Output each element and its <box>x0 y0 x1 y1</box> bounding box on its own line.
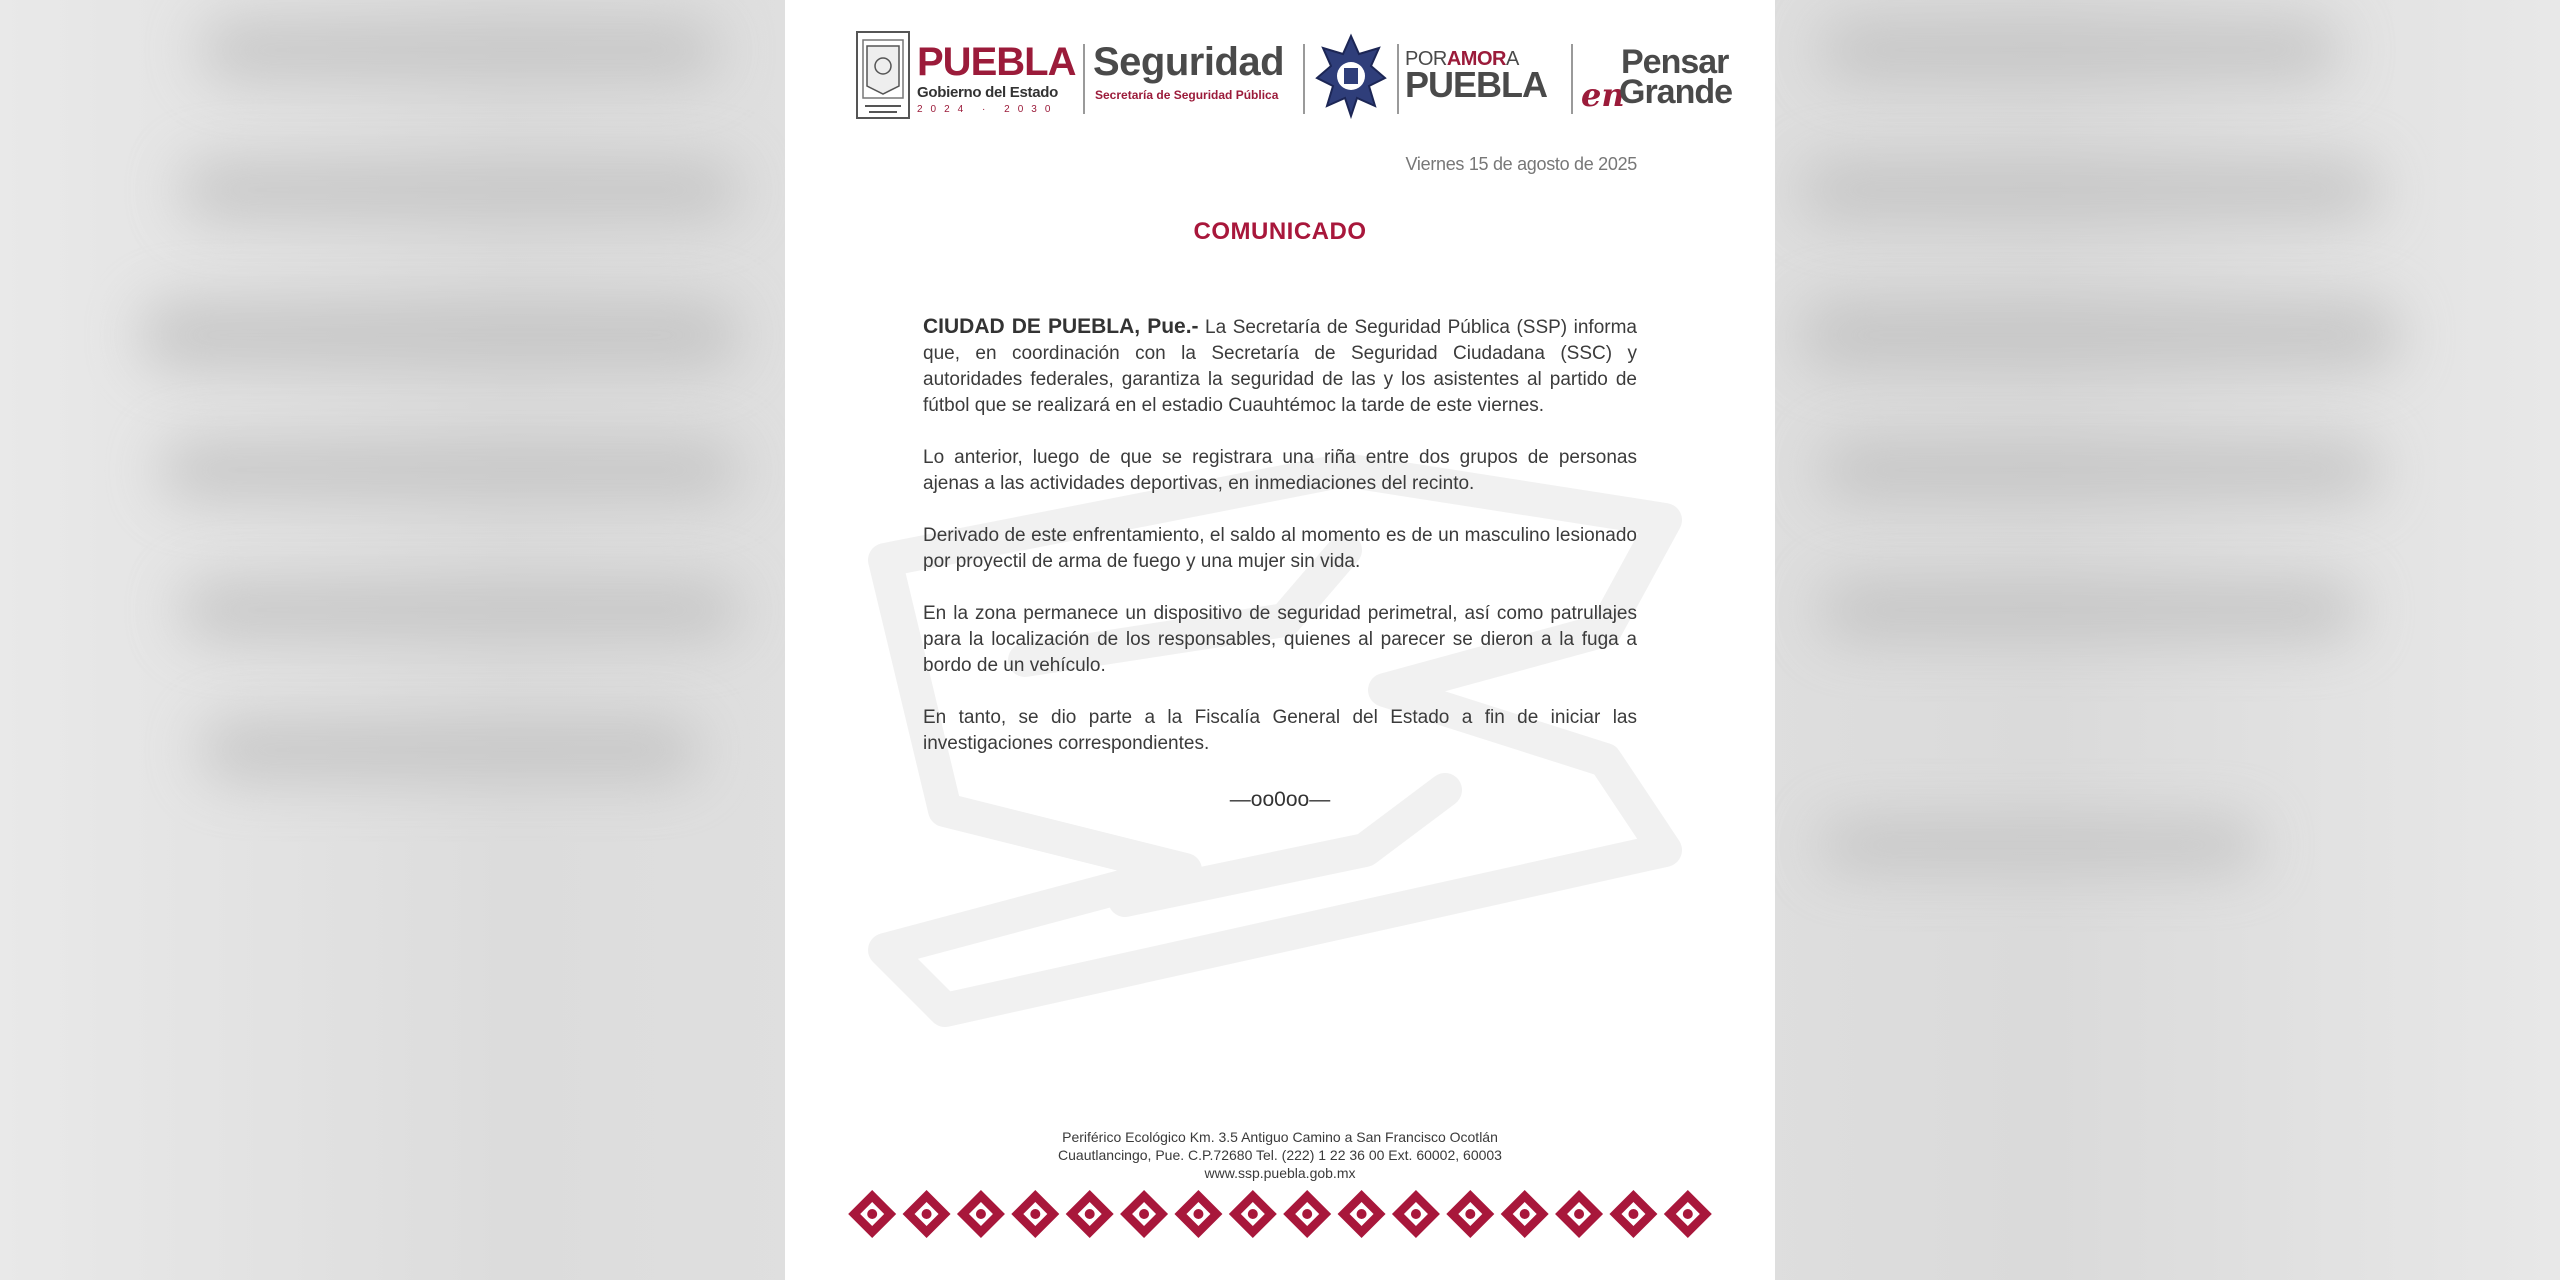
seguridad-logo <box>1093 26 1293 126</box>
paragraph-4: En la zona permanece un dispositivo de seguridad perimetral, así como patrullajes para la localización de los responsables, quienes al parecer se dieron a la fuga a bordo de un vehículo. <box>923 603 1637 676</box>
divider <box>1083 44 1085 114</box>
document-title: COMUNICADO <box>1193 218 1367 245</box>
document-body <box>923 314 1637 783</box>
divider <box>1397 44 1399 114</box>
years-logo-text: 2024 · 2030 <box>917 104 1059 115</box>
paragraph-2: Lo anterior, luego de que se registrara una riña entre dos grupos de personas ajenas a las actividades deportivas, en inmediaciones del recinto. <box>923 447 1637 494</box>
footer-address <box>785 1128 1775 1182</box>
grande-logo-text: Grande <box>1619 73 1733 111</box>
paragraph-3: Derivado de este enfrentamiento, el saldo al momento es de un masculino lesionado por proyectil de arma de fuego y una mujer sin vida. <box>923 525 1637 572</box>
header-logos <box>853 26 1733 126</box>
amor-logo-line1: PORAMORA <box>1405 48 1519 70</box>
seguridad-subtitle: Secretaría de Seguridad Pública <box>1095 88 1279 102</box>
footer-website: www.ssp.puebla.gob.mx <box>1204 1165 1356 1181</box>
pensar-logo-text: Pensar <box>1621 43 1729 81</box>
seguridad-logo-text: Seguridad <box>1093 40 1285 84</box>
amor-logo-line2: PUEBLA <box>1405 64 1548 105</box>
pensar-en-grande-logo <box>1581 26 1731 126</box>
gobierno-logo-text: Gobierno del Estado <box>917 84 1058 101</box>
paragraph-5: En tanto, se dio parte a la Fiscalía General del Estado a fin de iniciar las investigaciones correspondientes. <box>923 707 1637 754</box>
divider <box>1303 44 1305 114</box>
puebla-government-logo <box>917 26 1077 126</box>
dateline: CIUDAD DE PUEBLA, Pue.- <box>923 315 1199 338</box>
shield-crest-icon <box>853 26 913 126</box>
closing-mark: —oo0oo— <box>1229 788 1331 811</box>
en-logo-text: en <box>1581 76 1625 114</box>
puebla-logo-text: PUEBLA <box>917 40 1076 84</box>
police-star-badge-icon <box>1313 26 1389 126</box>
footer-line-1: Periférico Ecológico Km. 3.5 Antiguo Camino a San Francisco Ocotlán <box>1062 1129 1498 1145</box>
por-amor-a-puebla-logo <box>1405 26 1565 126</box>
divider <box>1571 44 1573 114</box>
paragraph-1: CIUDAD DE PUEBLA, Pue.- La Secretaría de Seguridad Pública (SSP) informa que, en coordinación con la Secretaría de Seguridad Ciudadana (SSC) y autoridades federales, garantiza la seguridad de las y los asistentes al partido de fútbol que se realizará en el estadio Cuauhtémoc la tarde de este viernes. <box>923 315 1637 416</box>
document-page <box>785 0 1775 1280</box>
talavera-pattern-icon <box>845 1188 1715 1240</box>
document-date: Viernes 15 de agosto de 2025 <box>1405 154 1637 174</box>
footer-line-2: Cuautlancingo, Pue. C.P.72680 Tel. (222) 1 22 36 00 Ext. 60002, 60003 <box>1058 1147 1502 1163</box>
